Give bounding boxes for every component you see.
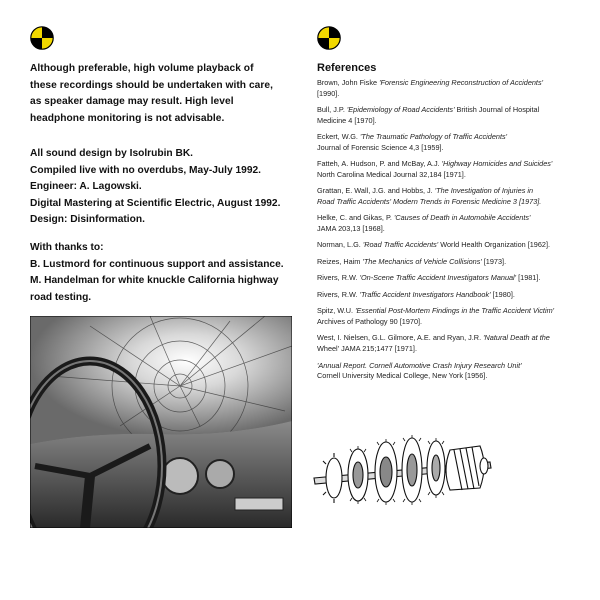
- credit-line: Engineer: A. Lagowski.: [30, 181, 142, 192]
- ref-source: [1981].: [516, 273, 541, 283]
- ref-author: Helke, C. and Gikas, P.: [317, 213, 394, 223]
- ref-line2: Wheel' JAMA 215;1477 [1971].: [317, 344, 417, 354]
- ref-line2: Journal of Forensic Science 4,3 [1959].: [317, 142, 444, 152]
- thanks: [30, 240, 284, 306]
- reference-item: [317, 273, 587, 284]
- credits: [30, 146, 280, 229]
- credit-line: Compiled live with no overdubs, May-July 1992.: [30, 164, 261, 176]
- references-heading: References: [317, 62, 377, 74]
- ref-line2: Medicine 4 [1970].: [317, 115, 377, 125]
- thanks-line: With thanks to:: [30, 242, 104, 253]
- ref-title: 'Epidemiology of Road Accidents': [346, 105, 455, 115]
- ref-author: Rivers, R.W.: [317, 273, 360, 283]
- reference-item: [317, 333, 587, 354]
- reference-item: [317, 78, 587, 99]
- playback-warning: [30, 61, 292, 127]
- reference-item: [317, 257, 587, 268]
- warning-line: headphone monitoring is not advisable.: [30, 112, 225, 124]
- ref-author: Reizes, Haim: [317, 256, 363, 266]
- credit-line: Design: Disinformation.: [30, 214, 145, 225]
- crash-windshield-photo: [30, 316, 292, 528]
- ref-title: 'The Traumatic Pathology of Traffic Accidents': [359, 132, 508, 142]
- ref-line2: Archives of Pathology 90 [1970].: [317, 317, 423, 326]
- ref-title: 'Annual Report. Cornell Automotive Crash Injury Research Unit': [317, 360, 522, 370]
- ref-author: Grattan, E. Wall, J.G. and Hobbs, J.: [317, 186, 435, 196]
- ref-author: Rivers, R.W.: [317, 289, 360, 299]
- ref-source: [1973].: [481, 256, 507, 266]
- thanks-line: road testing.: [30, 291, 92, 303]
- ref-title: 'Causes of Death in Automobile Accidents': [393, 213, 531, 223]
- ref-title: 'On-Scene Traffic Accident Investigators Manual': [359, 273, 517, 283]
- gear-assembly-illustration: [312, 428, 494, 510]
- ref-title: 'Road Traffic Accidents': [362, 240, 439, 250]
- ref-title: 'Natural Death at the: [483, 333, 550, 343]
- ref-title: 'The Mechanics of Vehicle Collisions': [362, 256, 482, 266]
- ref-line2: JAMA 203,13 [1968].: [317, 223, 385, 233]
- reference-item: [317, 132, 587, 153]
- ref-author: Bull, J.P.: [317, 105, 347, 115]
- ref-line2: Road Traffic Accidents' Modern Trends in Forensic Medicine 3 [1973].: [317, 196, 542, 206]
- reference-item: [317, 105, 587, 126]
- ref-author: Spitz, W.U.: [317, 306, 356, 316]
- ref-title: 'Essential Post-Mortem Findings in the Traffic Accident Victim': [355, 306, 555, 316]
- ref-author: Fatteh, A. Hudson, P. and McBay, A.J.: [317, 159, 442, 169]
- reference-item: [317, 186, 587, 207]
- reference-item: [317, 159, 587, 180]
- references-list: [317, 78, 587, 388]
- reference-item: [317, 213, 587, 234]
- ref-line2: Cornell University Medical College, New York [1956].: [317, 371, 488, 381]
- ref-title: 'The Investigation of Injuries in: [434, 186, 534, 196]
- ref-source: British Journal of Hospital: [454, 105, 540, 115]
- ref-line2: [1990].: [317, 88, 340, 98]
- ref-author: Eckert, W.G.: [317, 132, 360, 142]
- warning-line: these recordings should be undertaken with care,: [30, 79, 273, 91]
- credit-line: Digital Mastering at Scientific Electric, August 1992.: [30, 197, 281, 209]
- ref-title: 'Forensic Engineering Reconstruction of Accidents': [379, 78, 544, 87]
- ref-line2: North Carolina Medical Journal 32,184 [1971].: [317, 169, 466, 179]
- credit-line: All sound design by Isolrubin BK.: [30, 148, 194, 159]
- reference-item: [317, 361, 587, 382]
- ref-title: 'Highway Homicides and Suicides': [441, 159, 553, 169]
- ref-author: Norman, L.G.: [317, 240, 363, 250]
- crash-test-target-icon: [317, 26, 341, 50]
- thanks-line: M. Handelman for white knuckle California highway: [30, 275, 279, 286]
- ref-source: [1980].: [490, 289, 515, 299]
- reference-item: [317, 306, 587, 327]
- thanks-line: B. Lustmord for continuous support and assistance.: [30, 258, 284, 270]
- reference-item: [317, 240, 587, 251]
- warning-line: as speaker damage may result. High level: [30, 96, 234, 107]
- warning-line: Although preferable, high volume playback of: [30, 63, 254, 74]
- ref-title: 'Traffic Accident Investigators Handbook': [359, 289, 491, 299]
- ref-author: Brown, John Fiske: [317, 78, 380, 87]
- crash-test-target-icon: [30, 26, 54, 50]
- ref-author: West, I. Nielsen, G.L. Gilmore, A.E. and Ryan, J.R.: [317, 333, 484, 343]
- ref-source: World Health Organization [1962].: [438, 240, 551, 250]
- reference-item: [317, 290, 587, 301]
